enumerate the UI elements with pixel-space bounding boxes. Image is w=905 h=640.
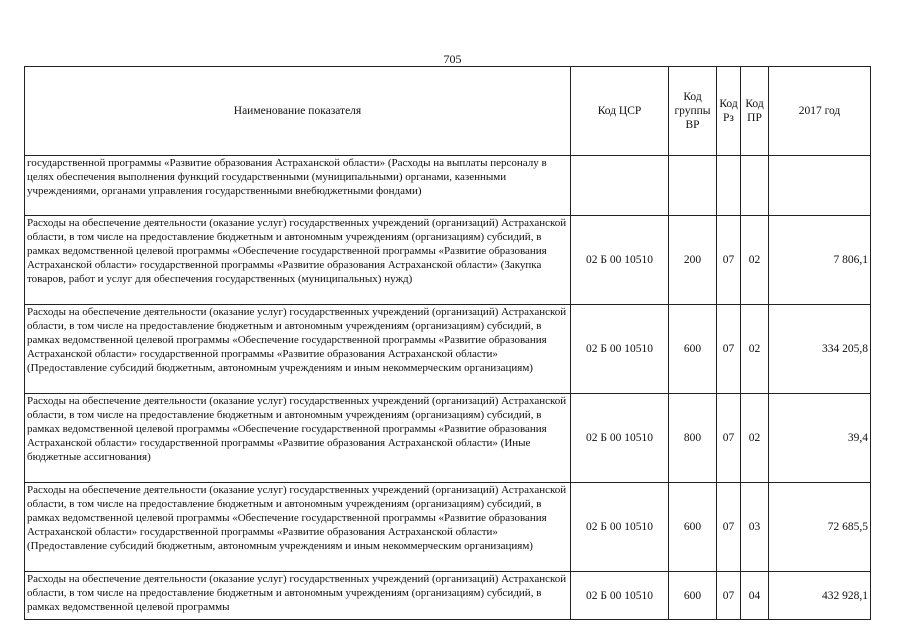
row-vr	[669, 156, 717, 216]
table-row	[25, 216, 871, 305]
row-rz: 07	[717, 483, 741, 572]
row-vr: 600	[669, 483, 717, 572]
row-rz: 07	[717, 572, 741, 620]
header-year: 2017 год	[769, 67, 871, 156]
header-rz: Код Рз	[717, 67, 741, 156]
row-name: Расходы на обеспечение деятельности (оказание услуг) государственных учреждений (организаций) Астраханской области, в том числе на предоставление бюджетным и автономным учреждениям (организациям) субсидий, в рамках ведомственной целевой программы «Обеспечение государственной программы «Развитие образования Астраханской области» государственной программы «Развитие образования Астраханской области» (Предоставление субсидий бюджетным, автономным учреждениям и иным некоммерческим организациям)	[25, 483, 571, 572]
row-pr: 04	[741, 572, 769, 620]
row-amount: 7 806,1	[769, 216, 871, 305]
row-rz: 07	[717, 305, 741, 394]
row-name: Расходы на обеспечение деятельности (оказание услуг) государственных учреждений (организаций) Астраханской области, в том числе на предоставление бюджетным и автономным учреждениям (организациям) субсидий, в рамках ведомственной целевой программы	[25, 572, 571, 620]
row-name: Расходы на обеспечение деятельности (оказание услуг) государственных учреждений (организаций) Астраханской области, в том числе на предоставление бюджетным и автономным учреждениям (организациям) субсидий, в рамках ведомственной целевой программы «Обеспечение государственной программы «Развитие образования Астраханской области» государственной программы «Развитие образования Астраханской области» (Иные бюджетные ассигнования)	[25, 394, 571, 483]
row-vr: 200	[669, 216, 717, 305]
row-amount: 72 685,5	[769, 483, 871, 572]
table-row	[25, 572, 871, 620]
table-header-row	[25, 67, 871, 156]
row-csr: 02 Б 00 10510	[571, 305, 669, 394]
row-amount	[769, 156, 871, 216]
row-amount: 432 928,1	[769, 572, 871, 620]
row-pr	[741, 156, 769, 216]
row-vr: 800	[669, 394, 717, 483]
row-rz: 07	[717, 216, 741, 305]
table-row	[25, 156, 871, 216]
row-csr: 02 Б 00 10510	[571, 216, 669, 305]
header-name: Наименование показателя	[25, 67, 571, 156]
row-vr: 600	[669, 305, 717, 394]
row-pr: 03	[741, 483, 769, 572]
page-number: 705	[443, 52, 462, 66]
table-row	[25, 305, 871, 394]
header-vr: Код группы ВР	[669, 67, 717, 156]
row-csr: 02 Б 00 10510	[571, 483, 669, 572]
header-pr: Код ПР	[741, 67, 769, 156]
row-csr: 02 Б 00 10510	[571, 572, 669, 620]
row-name: Расходы на обеспечение деятельности (оказание услуг) государственных учреждений (организаций) Астраханской области, в том числе на предоставление бюджетным и автономным учреждениям (организациям) субсидий, в рамках ведомственной целевой программы «Обеспечение государственной программы «Развитие образования Астраханской области» государственной программы «Развитие образования Астраханской области» (Предоставление субсидий бюджетным, автономным учреждениям и иным некоммерческим организациям)	[25, 305, 571, 394]
row-pr: 02	[741, 305, 769, 394]
row-amount: 334 205,8	[769, 305, 871, 394]
table-row	[25, 394, 871, 483]
header-csr: Код ЦСР	[571, 67, 669, 156]
row-csr: 02 Б 00 10510	[571, 394, 669, 483]
row-pr: 02	[741, 216, 769, 305]
row-name: государственной программы «Развитие образования Астраханской области» (Расходы на выплаты персоналу в целях обеспечения выполнения функций государственными (муниципальными) органами, казенными учреждениями, органами управления государственными внебюджетными фондами)	[25, 156, 571, 216]
table-row	[25, 483, 871, 572]
budget-table	[24, 66, 871, 620]
row-vr: 600	[669, 572, 717, 620]
row-csr	[571, 156, 669, 216]
row-rz: 07	[717, 394, 741, 483]
row-rz	[717, 156, 741, 216]
row-pr: 02	[741, 394, 769, 483]
row-name: Расходы на обеспечение деятельности (оказание услуг) государственных учреждений (организаций) Астраханской области, в том числе на предоставление бюджетным и автономным учреждениям (организациям) субсидий, в рамках ведомственной целевой программы «Обеспечение государственной программы «Развитие образования Астраханской области» государственной программы «Развитие образования Астраханской области» (Закупка товаров, работ и услуг для обеспечения государственных (муниципальных) нужд)	[25, 216, 571, 305]
row-amount: 39,4	[769, 394, 871, 483]
